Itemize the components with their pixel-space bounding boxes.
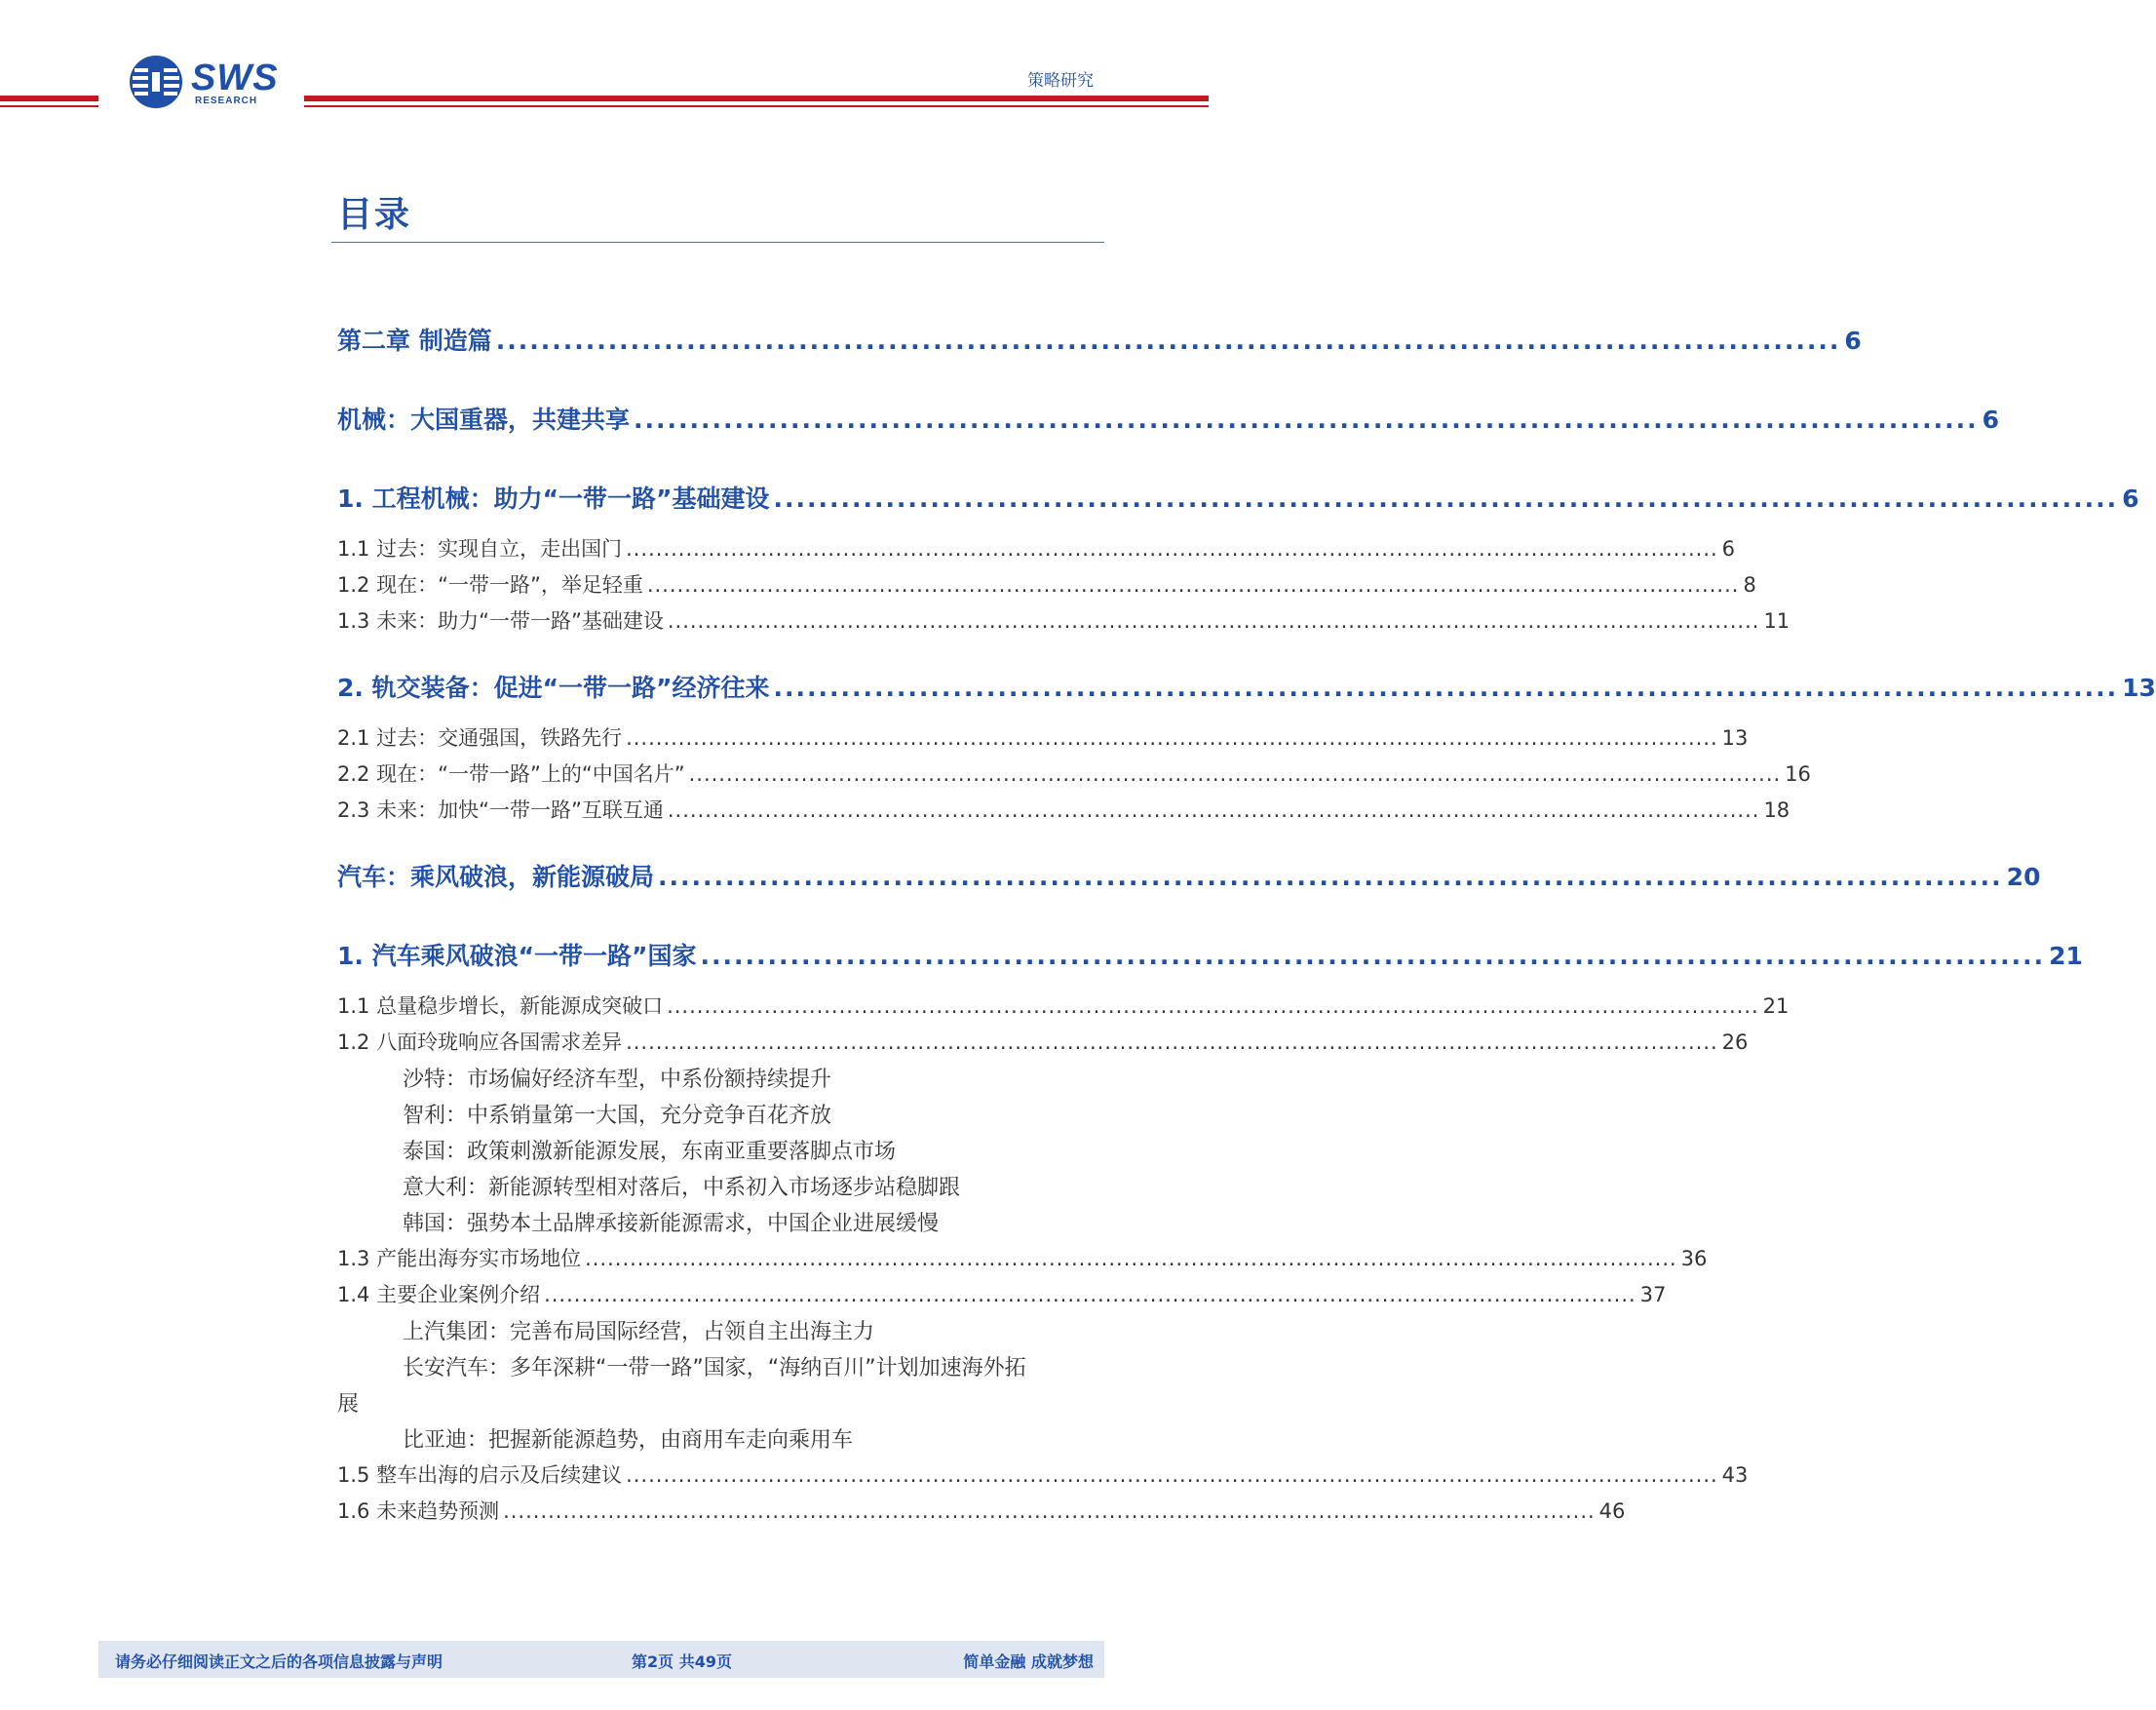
toc-subentry-title: 泰国：政策刺激新能源发展，东南亚重要落脚点市场 — [403, 1140, 897, 1164]
toc-entry-title: 2.2 现在：“一带一路”上的“中国名片” — [337, 762, 685, 786]
toc-subentry[interactable] — [403, 1171, 960, 1201]
toc-entry-title: 1.6 未来趋势预测 — [337, 1499, 500, 1523]
toc-entry-page: 6 — [2122, 485, 2139, 513]
toc-leader: .................................................................................................................................................. — [626, 726, 1718, 750]
toc-entry-title: 2.1 过去：交通强国，铁路先行 — [337, 726, 623, 750]
toc-entry-title: 1.3 产能出海夯实市场地位 — [337, 1247, 582, 1270]
toc-leader: .................................................................................................................................................. — [544, 1283, 1636, 1306]
toc-entry-title: 1. 汽车乘风破浪“一带一路”国家 — [337, 942, 697, 970]
toc-leader: .................................................................................................................................................. — [626, 537, 1718, 561]
toc-entry[interactable] — [337, 533, 1736, 563]
toc-entry[interactable] — [337, 1459, 1749, 1489]
toc-leader: .................................................................................................................................................. — [626, 1463, 1718, 1487]
sws-globe-icon — [129, 55, 183, 109]
sws-logo — [129, 55, 285, 109]
toc-entry[interactable] — [337, 401, 2000, 436]
toc-entry-title: 1.4 主要企业案例介绍 — [337, 1283, 541, 1306]
toc-entry-title: 汽车：乘风破浪，新能源破局 — [337, 863, 655, 891]
toc-entry[interactable] — [337, 1496, 1626, 1525]
toc-subentry-continuation: 展 — [337, 1392, 360, 1417]
toc-entry-title: 1.3 未来：助力“一带一路”基础建设 — [337, 609, 664, 633]
toc-subentry-title: 沙特：市场偏好经济车型，中系份额持续提升 — [403, 1068, 832, 1092]
toc-entry[interactable] — [337, 937, 2083, 972]
toc-leader: .................................................................................................................................................. — [667, 994, 1759, 1018]
toc-leader: ........................................................................................................................ — [700, 942, 2046, 970]
header-rule — [0, 96, 98, 101]
toc-entry[interactable] — [337, 669, 2156, 704]
toc-leader: ........................................................................................................................ — [773, 485, 2119, 513]
toc-leader: ........................................................................................................................ — [495, 327, 1841, 355]
footer-page-number: 第2页 共49页 — [632, 1652, 732, 1671]
toc-subentry-title: 智利：中系销量第一大国，充分竞争百花齐放 — [403, 1104, 832, 1128]
toc-subentry[interactable] — [403, 1423, 853, 1454]
toc-entry-title: 1.2 现在：“一带一路”，举足轻重 — [337, 573, 643, 597]
toc-leader: ........................................................................................................................ — [634, 406, 1979, 434]
toc-entry[interactable] — [337, 480, 2139, 515]
toc-entry-title: 2. 轨交装备：促进“一带一路”经济往来 — [337, 674, 770, 702]
toc-entry-page: 11 — [1763, 609, 1790, 633]
toc-entry[interactable] — [337, 605, 1790, 635]
header-rule — [304, 96, 1209, 101]
header-rule-thin — [304, 105, 1209, 107]
logo-text: SWS — [191, 58, 279, 98]
toc-entry-page: 8 — [1743, 573, 1756, 597]
toc-entry-title: 1. 工程机械：助力“一带一路”基础建设 — [337, 485, 770, 513]
toc-leader: ........................................................................................................................ — [773, 674, 2119, 702]
toc-entry-page: 16 — [1785, 762, 1811, 786]
page-title: 目录 — [337, 195, 412, 235]
toc-entry-page: 46 — [1598, 1499, 1626, 1523]
toc-leader: .................................................................................................................................................. — [646, 573, 1740, 597]
toc-entry-title: 机械：大国重器，共建共享 — [337, 406, 631, 434]
toc-entry-page: 21 — [1762, 994, 1790, 1018]
toc-subentry-title: 比亚迪：把握新能源趋势，由商用车走向乘用车 — [403, 1428, 854, 1453]
toc-entry-title: 第二章 制造篇 — [337, 327, 492, 355]
toc-entry[interactable] — [337, 569, 1756, 599]
toc-entry[interactable] — [337, 1027, 1749, 1056]
toc-entry-page: 21 — [2049, 942, 2083, 970]
toc-entry-page: 18 — [1763, 798, 1790, 822]
toc-entry-title: 1.1 过去：实现自立，走出国门 — [337, 537, 623, 561]
toc-entry-page: 37 — [1639, 1283, 1667, 1306]
toc-entry-page: 6 — [1844, 327, 1862, 355]
toc-entry[interactable] — [337, 858, 2041, 893]
report-category: 策略研究 — [1027, 71, 1094, 91]
toc-entry-page: 26 — [1721, 1030, 1749, 1054]
toc-entry[interactable] — [337, 722, 1749, 752]
toc-entry-page: 43 — [1721, 1463, 1749, 1487]
toc-subentry-title: 长安汽车：多年深耕“一带一路”国家，“海纳百川”计划加速海外拓 — [403, 1356, 1026, 1380]
toc-entry[interactable] — [337, 322, 1862, 357]
toc-entry-title: 1.5 整车出海的启示及后续建议 — [337, 1463, 623, 1487]
logo-subtext: RESEARCH — [195, 96, 258, 106]
toc-entry-page: 13 — [2122, 674, 2156, 702]
toc-subentry-title: 上汽集团：完善布局国际经营，占领自主出海主力 — [403, 1320, 875, 1344]
toc-subentry[interactable] — [403, 1135, 896, 1165]
toc-subentry[interactable] — [403, 1099, 831, 1129]
toc-entry-page: 13 — [1721, 726, 1749, 750]
toc-leader: ........................................................................................................................ — [658, 863, 2003, 891]
toc-entry-title: 1.1 总量稳步增长，新能源成突破口 — [337, 994, 664, 1018]
toc-leader: .................................................................................................................................................. — [688, 762, 1782, 786]
toc-subentry-title: 意大利：新能源转型相对落后，中系初入市场逐步站稳脚跟 — [403, 1176, 961, 1200]
header-rule-thin — [0, 105, 98, 107]
toc-entry-page: 36 — [1680, 1247, 1708, 1270]
toc-leader: .................................................................................................................................................. — [503, 1499, 1596, 1523]
toc-entry-page: 6 — [1721, 537, 1736, 561]
toc-subentry[interactable] — [403, 1063, 831, 1093]
footer-slogan: 简单金融 成就梦想 — [963, 1652, 1094, 1671]
toc-entry-title: 2.3 未来：加快“一带一路”互联互通 — [337, 798, 664, 822]
toc-subentry-title: 韩国：强势本土品牌承接新能源需求，中国企业进展缓慢 — [403, 1212, 940, 1236]
toc-leader: .................................................................................................................................................. — [667, 609, 1760, 633]
toc-entry[interactable] — [337, 1279, 1667, 1308]
toc-entry[interactable] — [337, 795, 1790, 824]
toc-leader: .................................................................................................................................................. — [585, 1247, 1677, 1270]
toc-entry-page: 20 — [2006, 863, 2041, 891]
toc-entry-page: 6 — [1982, 406, 2000, 434]
toc-subentry[interactable] — [403, 1351, 1026, 1381]
toc-subentry[interactable] — [403, 1207, 939, 1237]
toc-leader: .................................................................................................................................................. — [667, 798, 1760, 822]
toc-leader: .................................................................................................................................................. — [626, 1030, 1718, 1054]
toc-entry[interactable] — [337, 758, 1811, 788]
toc-subentry[interactable] — [403, 1315, 874, 1345]
title-divider — [331, 242, 1104, 243]
footer-disclaimer: 请务必仔细阅读正文之后的各项信息披露与声明 — [115, 1652, 443, 1671]
toc-entry-title: 1.2 八面玲珑响应各国需求差异 — [337, 1030, 623, 1054]
toc-entry[interactable] — [337, 991, 1790, 1020]
toc-entry[interactable] — [337, 1243, 1708, 1272]
